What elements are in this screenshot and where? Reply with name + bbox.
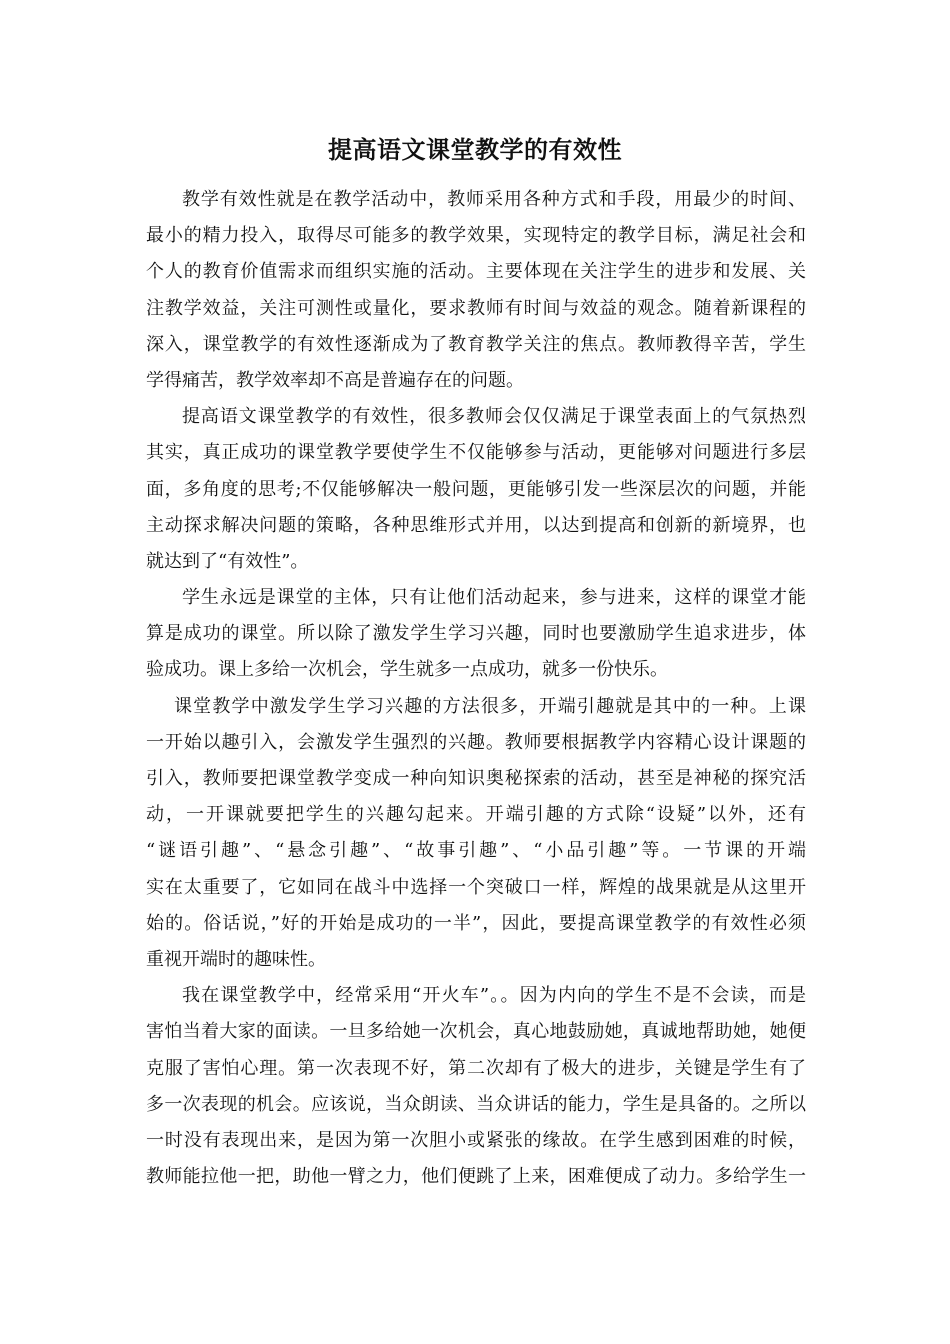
text-line: 主动探求解决问题的策略，各种思维形式并用，以达到提高和创新的新境界，也 [146,514,806,536]
text-line: 算是成功的课堂。所以除了激发学生学习兴趣，同时也要激励学生追求进步，体 [146,623,806,645]
text-line: 验成功。课上多给一次机会，学生就多一点成功，就多一份快乐。 [146,659,668,681]
text-line: 提高语文课堂教学的有效性，很多教师会仅仅满足于课堂表面上的气氛热烈 [182,406,806,428]
text-line: 多一次表现的机会。应该说，当众朗读、当众讲话的能力，学生是具备的。之所以 [146,1093,806,1115]
text-line: 教学有效性就是在教学活动中，教师采用各种方式和手段，用最少的时间、 [182,189,806,210]
paragraph [146,399,806,580]
text-line: “谜语引趣”、“悬念引趣”、“故事引趣”、“小品引趣”等。一节课的开端 [146,840,806,862]
text-line: 害怕当着大家的面读。一旦多给她一次机会，真心地鼓励她，真诚地帮助她，她便 [146,1021,806,1043]
text-line: 克服了害怕心理。第一次表现不好，第二次却有了极大的进步，关键是学生有了 [146,1057,806,1079]
text-line: 动，一开课就要把学生的兴趣勾起来。开端引趣的方式除“设疑”以外，还有 [146,804,806,826]
text-line: 其实，真正成功的课堂教学要使学生不仅能够参与活动，更能够对问题进行多层 [146,442,806,464]
document-body [146,182,806,1195]
text-line: 注教学效益，关注可测性或量化，要求教师有时间与效益的观念。随着新课程的 [146,297,806,319]
text-line: 我在课堂教学中，经常采用“开火车”。。因为内向的学生不是不会读，而是 [182,985,806,1007]
text-line: 一时没有表现出来，是因为第一次胆小或紧张的缘故。在学生感到困难的时候， [146,1129,806,1151]
paragraph [146,978,806,1195]
text-line: 面，多角度的思考;不仅能够解决一般问题，更能够引发一些深层次的问题，并能 [146,478,806,500]
text-line: 重视开端时的趣味性。 [146,948,326,970]
page-title: 提高语文课堂教学的有效性 [328,136,622,164]
text-line: 教师能拉他一把，助他一臂之力，他们便跳了上来，困难便成了动力。多给学生一 [146,1166,806,1188]
text-line: 深入，课堂教学的有效性逐渐成为了教育教学关注的焦点。教师教得辛苦，学生 [146,333,806,355]
text-line: 引入，教师要把课堂教学变成一种向知识奥秘探索的活动，甚至是神秘的探究活 [146,768,806,789]
text-line: 最小的精力投入，取得尽可能多的教学效果，实现特定的教学目标，满足社会和 [146,225,806,247]
text-line: 始的。俗话说，”好的开始是成功的一半”，因此，要提高课堂教学的有效性必须 [146,912,806,934]
text-line: 个人的教育价值需求而组织实施的活动。主要体现在关注学生的进步和发展、关 [146,261,806,283]
paragraph [146,689,806,979]
paragraph [146,580,806,689]
paragraph [146,182,806,399]
text-line: 课堂教学中激发学生学习兴趣的方法很多，开端引趣就是其中的一种。上课 [174,695,806,717]
text-line: 学生永远是课堂的主体，只有让他们活动起来，参与进来，这样的课堂才能 [182,587,806,609]
text-line: 实在太重要了，它如同在战斗中选择一个突破口一样，辉煌的战果就是从这里开 [146,876,806,898]
text-line: 学得痛苦，教学效率却不高是普遍存在的问题。 [146,369,524,391]
text-line: 就达到了“有效性”。 [146,550,309,572]
text-line: 一开始以趣引入，会激发学生强烈的兴趣。教师要根据教学内容精心设计课题的 [146,731,806,753]
